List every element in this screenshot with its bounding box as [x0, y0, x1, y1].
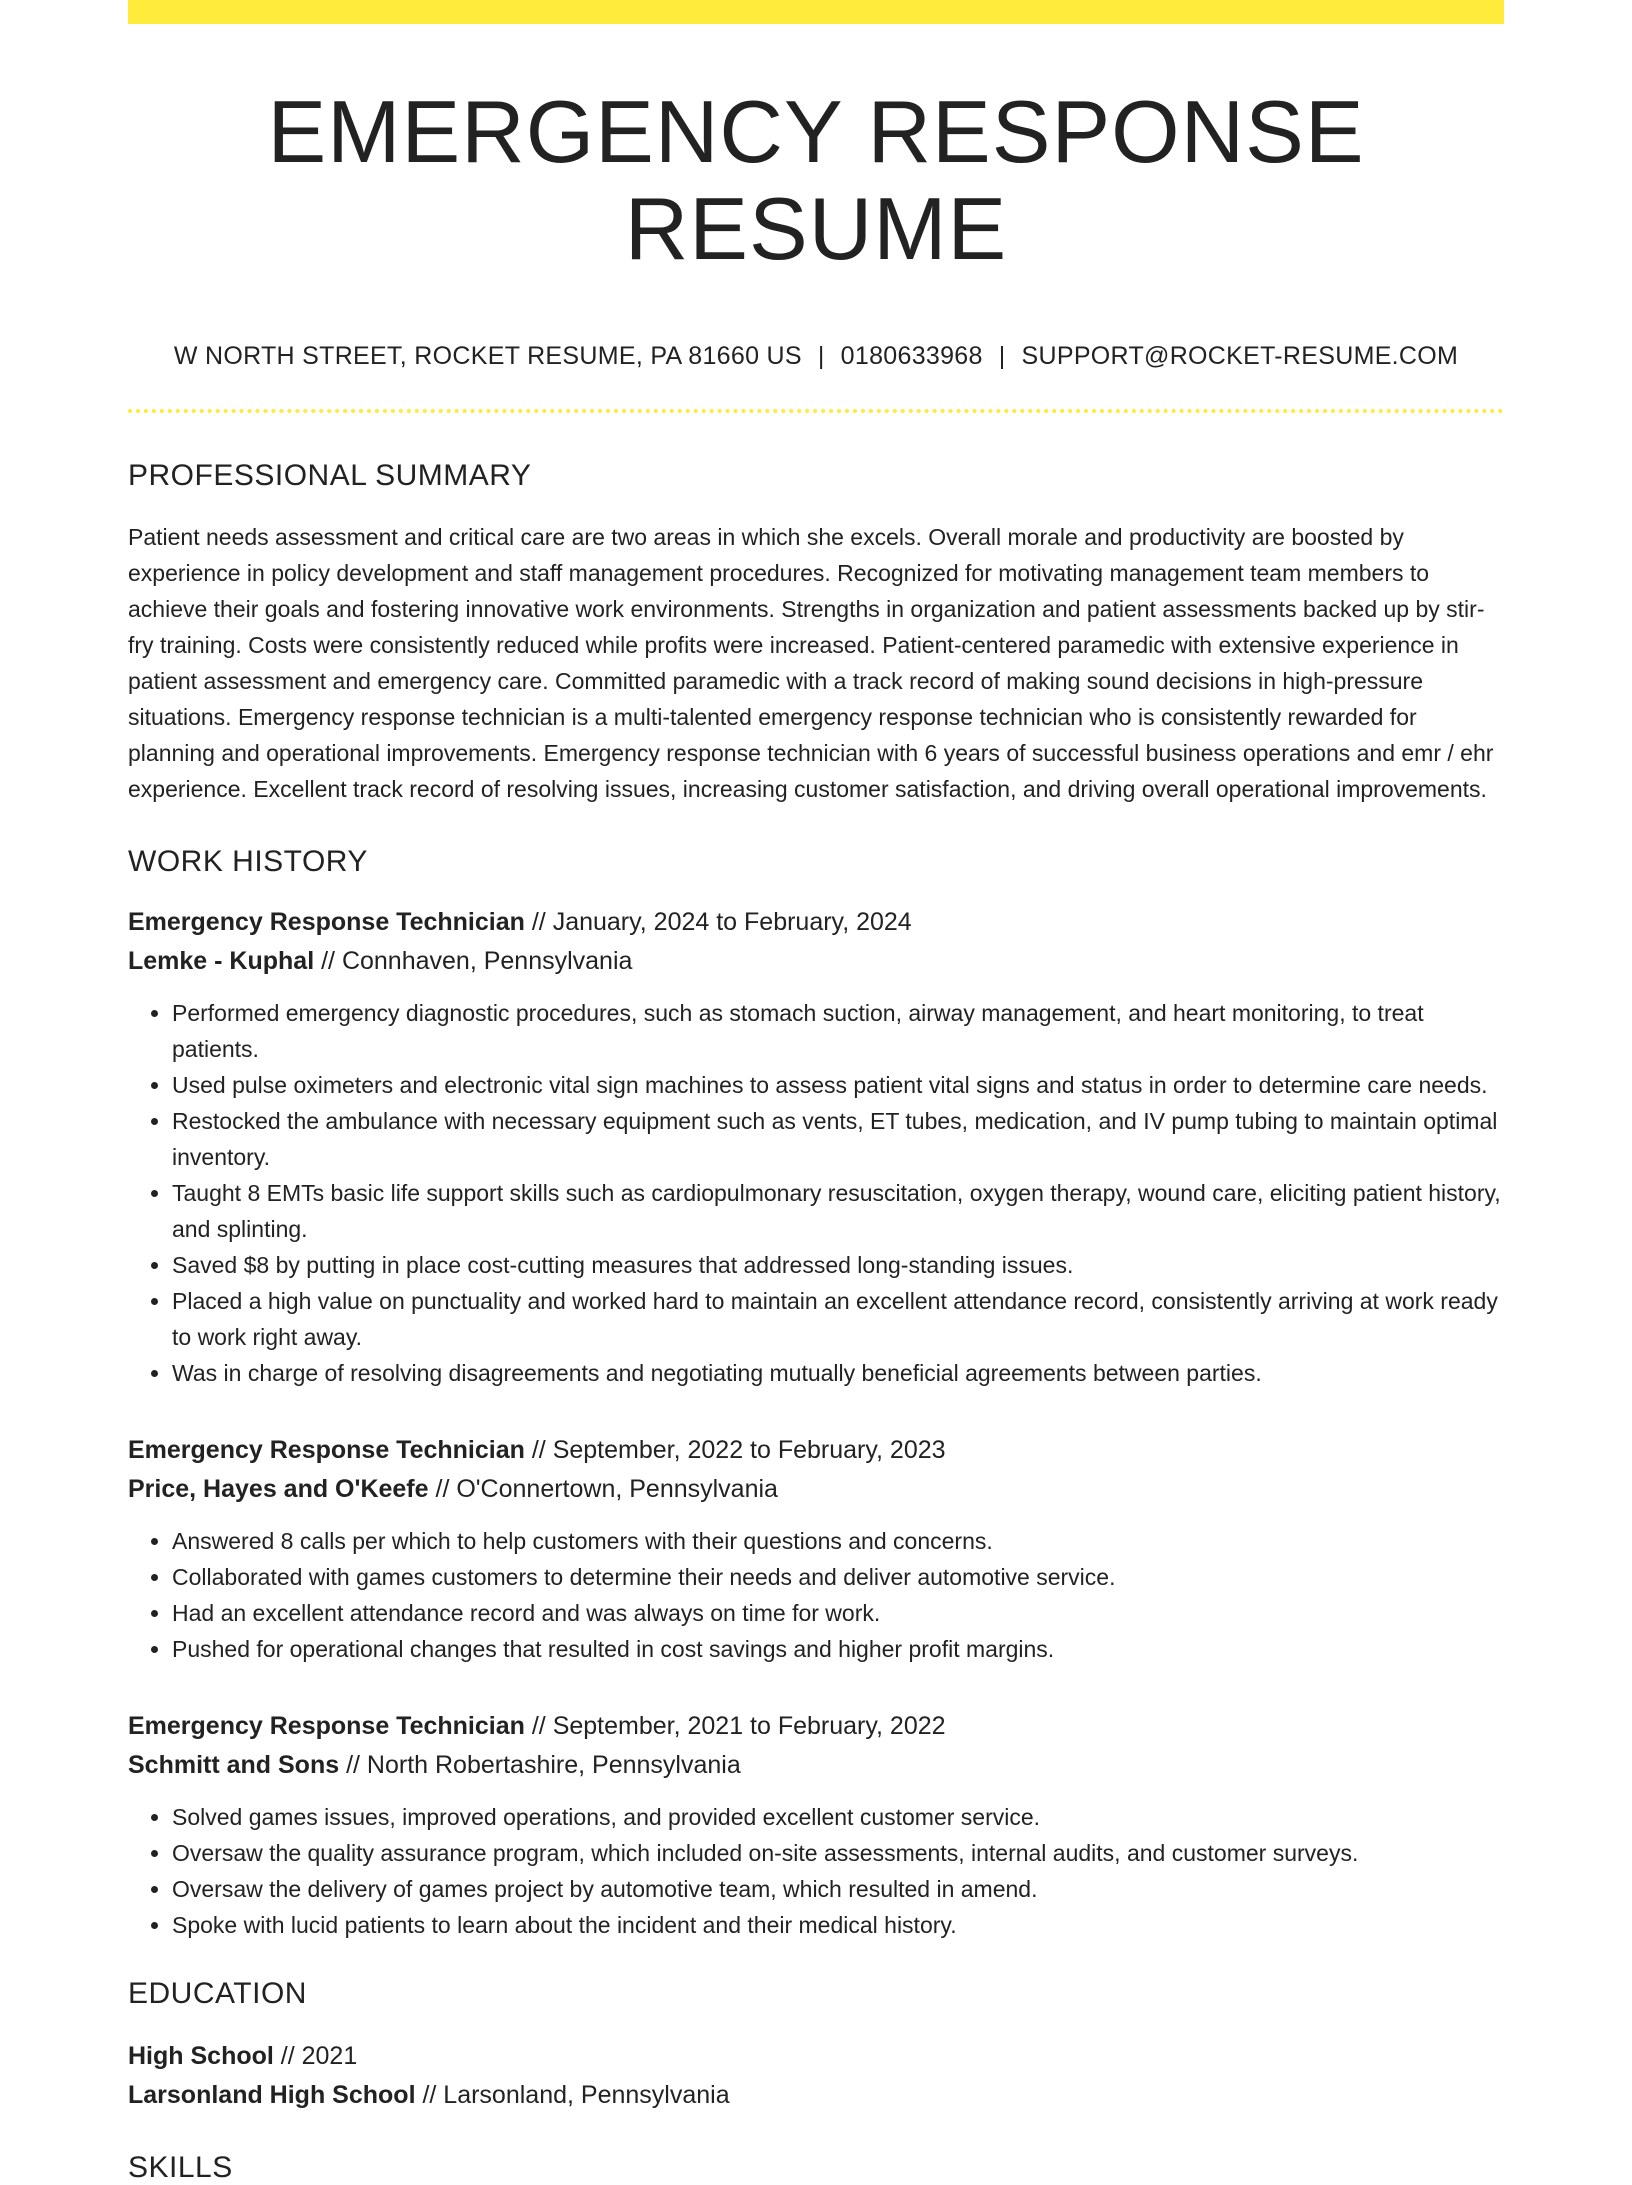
job-entry — [128, 1431, 1504, 1667]
job-bullets — [128, 995, 1504, 1391]
contact-separator: | — [817, 341, 825, 370]
job-location: // Connhaven, Pennsylvania — [314, 946, 633, 975]
education-degree-line — [128, 2037, 1504, 2076]
list-item: • Saved $8 by putting in place cost-cutting measures that addressed long-standing issues. — [172, 1247, 1504, 1283]
job-title: Emergency Response Technician — [128, 907, 525, 936]
list-item: • Pushed for operational changes that resulted in cost savings and higher profit margins. — [172, 1631, 1504, 1667]
list-item: • Was in charge of resolving disagreements and negotiating mutually beneficial agreements between parties. — [172, 1355, 1504, 1391]
accent-top-bar — [128, 0, 1504, 24]
job-location: // O'Connertown, Pennsylvania — [428, 1474, 778, 1503]
contact-email: SUPPORT@ROCKET-RESUME.COM — [1021, 341, 1459, 370]
contact-line — [128, 342, 1504, 371]
job-dates: // September, 2021 to February, 2022 — [524, 1711, 946, 1740]
contact-phone: 0180633968 — [840, 341, 983, 370]
education-year: // 2021 — [273, 2041, 358, 2070]
job-title: Emergency Response Technician — [128, 1435, 525, 1464]
job-company: Schmitt and Sons — [128, 1750, 340, 1779]
job-title-line — [128, 1431, 1504, 1470]
list-item: • Restocked the ambulance with necessary equipment such as vents, ET tubes, medication, and IV pump tubing to maintain optimal inventory. — [172, 1103, 1504, 1175]
education-school-line — [128, 2076, 1504, 2115]
list-item: • Solved games issues, improved operations, and provided excellent customer service. — [172, 1799, 1504, 1835]
job-title-line — [128, 903, 1504, 942]
education-heading: EDUCATION — [128, 1976, 307, 2010]
list-item: • Collaborated with games customers to determine their needs and deliver automotive service. — [172, 1559, 1504, 1595]
job-company: Price, Hayes and O'Keefe — [128, 1474, 429, 1503]
job-bullets — [128, 1799, 1504, 1943]
job-dates: // January, 2024 to February, 2024 — [524, 907, 912, 936]
job-company-line — [128, 1470, 1504, 1509]
resume-title: EMERGENCY RESPONSE RESUME — [267, 82, 1365, 278]
job-title-line — [128, 1707, 1504, 1746]
list-item: • Spoke with lucid patients to learn about the incident and their medical history. — [172, 1907, 1504, 1943]
summary-heading: PROFESSIONAL SUMMARY — [128, 458, 532, 492]
list-item: • Answered 8 calls per which to help customers with their questions and concerns. — [172, 1523, 1504, 1559]
education-degree: High School — [128, 2041, 274, 2070]
summary-text: Patient needs assessment and critical care are two areas in which she excels. Overall morale and productivity are boosted by experience in policy development and staff management procedures. Recognized for motivating management team members to achieve their goals and fostering innovative work environments. Strengths in organization and patient assessments backed up by stir-fry training. Costs were consistently reduced while profits were increased. Patient-centered paramedic with extensive experience in patient assessment and emergency care. Committed paramedic with a track record of making sound decisions in high-pressure situations. Emergency response technician is a multi-talented emergency response technician who is consistently rewarded for planning and operational improvements. Emergency response technician with 6 years of successful business operations and emr / ehr experience. Excellent track record of resolving issues, increasing customer satisfaction, and driving overall operational improvements. — [128, 523, 1494, 802]
job-company: Lemke - Kuphal — [128, 946, 315, 975]
list-item: • Used pulse oximeters and electronic vital sign machines to assess patient vital signs and status in order to determine care needs. — [172, 1067, 1504, 1103]
job-dates: // September, 2022 to February, 2023 — [524, 1435, 946, 1464]
contact-address: W NORTH STREET, ROCKET RESUME, PA 81660 US — [173, 341, 802, 370]
skills-heading: SKILLS — [128, 2150, 233, 2184]
list-item: • Taught 8 EMTs basic life support skills such as cardiopulmonary resuscitation, oxygen therapy, wound care, eliciting patient history, and splinting. — [172, 1175, 1504, 1247]
education-school: Larsonland High School — [128, 2080, 416, 2109]
dotted-divider — [128, 409, 1504, 413]
list-item: • Oversaw the quality assurance program, which included on-site assessments, internal audits, and customer surveys. — [172, 1835, 1504, 1871]
education-location: // Larsonland, Pennsylvania — [415, 2080, 730, 2109]
education-entry — [128, 2037, 1504, 2115]
list-item: • Placed a high value on punctuality and worked hard to maintain an excellent attendance record, consistently arriving at work ready to work right away. — [172, 1283, 1504, 1355]
job-title: Emergency Response Technician — [128, 1711, 525, 1740]
work-history-heading: WORK HISTORY — [128, 844, 368, 878]
job-company-line — [128, 1746, 1504, 1785]
resume-page — [128, 0, 1504, 2185]
job-bullets — [128, 1523, 1504, 1667]
contact-separator: | — [998, 341, 1006, 370]
job-location: // North Robertashire, Pennsylvania — [339, 1750, 741, 1779]
list-item: • Performed emergency diagnostic procedures, such as stomach suction, airway management, and heart monitoring, to treat patients. — [172, 995, 1504, 1067]
job-company-line — [128, 942, 1504, 981]
job-entry — [128, 1707, 1504, 1943]
list-item: • Oversaw the delivery of games project by automotive team, which resulted in amend. — [172, 1871, 1504, 1907]
job-entry — [128, 903, 1504, 1391]
list-item: • Had an excellent attendance record and was always on time for work. — [172, 1595, 1504, 1631]
